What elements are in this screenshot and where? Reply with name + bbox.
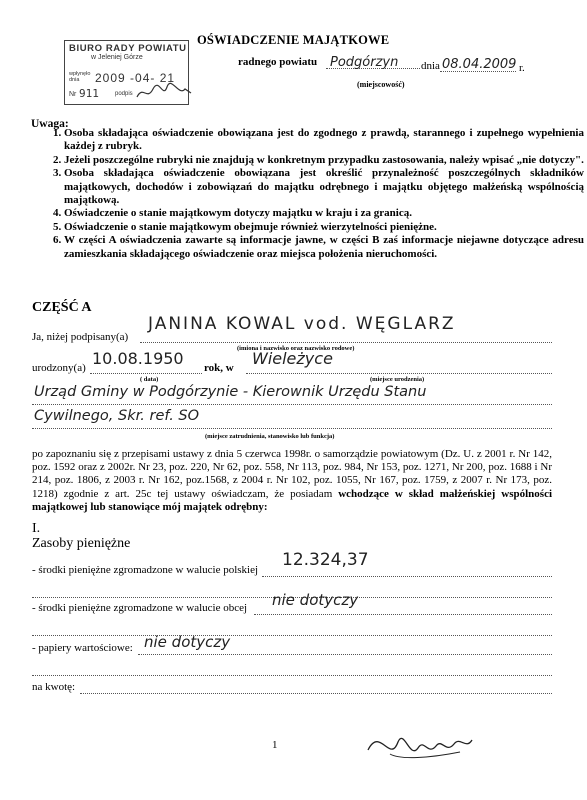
page-number: 1 (272, 739, 278, 751)
note-item: 3. Osoba składająca oświadczenie obowiązana jest określić przynależność poszczególnych składników majątkowych, dochodów i zobowiązań do majątku odrębnego i majątku objętego małżeńską wspólnością majątkową. (64, 167, 584, 207)
ja-label: Ja, niżej podpisany(a) (32, 331, 129, 343)
row-line-amount (80, 692, 552, 694)
row-line-pln (262, 575, 552, 577)
note-item: 6. W części A oświadczenia zawarte są informacje jawne, w części B zaś informacje niejawne dotyczące adresu zamieszkania składającego oświadczenie oraz miejsca położenia nieruchomości. (64, 234, 584, 261)
note-item: 2. Jeżeli poszczególne rubryki nie znajdują w konkretnym przypadku zastosowania, należy wpisać „nie dotyczy". (64, 154, 584, 167)
notes-title: Uwaga: (31, 118, 69, 130)
declaration-paragraph (32, 448, 552, 514)
section-title: Zasoby pieniężne (32, 536, 131, 551)
name-caption: (imiona i nazwisko oraz nazwisko rodowe) (237, 345, 355, 352)
stamp-nr-label: Nr (69, 91, 77, 98)
row-label-pln: - środki pieniężne zgromadzone w walucie polskiej (32, 564, 259, 576)
stamp-received-label: wpłynęło dnia (69, 71, 91, 83)
employment-caption: (miejsce zatrudnienia, stanowisko lub funkcja) (205, 433, 335, 440)
date-caption: ( data) (140, 376, 159, 383)
birth-place-caption: (miejsce urodzenia) (370, 376, 425, 383)
dnia-label: dnia (421, 60, 440, 72)
row-line-securities (138, 653, 552, 655)
registry-stamp (64, 40, 189, 105)
employment-handwritten-2: Cywilnego, Skr. ref. SO (34, 408, 200, 424)
stamp-date: 2009 -04- 21 (95, 71, 176, 85)
name-line (140, 341, 552, 343)
row-label-securities: - papiery wartościowe: (32, 642, 133, 654)
rok-label: rok, w (204, 362, 234, 374)
miejscowosc-caption: (miejscowość) (357, 80, 405, 89)
document-title: OŚWIADCZENIE MAJĄTKOWE (197, 33, 390, 47)
name-handwritten: JANINA KOWAL vod. WĘGLARZ (148, 314, 456, 334)
row-line-extra (32, 674, 552, 676)
row-line-foreign (254, 613, 552, 615)
notes-list (28, 127, 584, 261)
r-label: r. (519, 62, 525, 74)
row-line-extra (32, 634, 552, 636)
born-label: urodzony(a) (32, 362, 86, 374)
note-item: 4. Oświadczenie o stanie majątkowym dotyczy majątku w kraju i za granicą. (64, 207, 584, 220)
row-value-foreign: nie dotyczy (272, 591, 359, 609)
part-a-heading: CZĘŚĆ A (32, 300, 92, 315)
note-item: 5. Oświadczenie o stanie majątkowym obejmuje również wierzytelności pieniężne. (64, 221, 584, 234)
declaration-bold-text: wchodzące w skład małżeńskiej wspólności majątkowej lub stanowiące mój majątek odrębny: (32, 487, 553, 513)
birth-date-line (90, 372, 202, 374)
note-item: 1. Osoba składająca oświadczenie obowiązana jest do zgodnego z prawdą, starannego i zupełnego wypełnienia każdej z rubryk. (64, 127, 584, 154)
stamp-location: w Jeleniej Górze (91, 54, 143, 61)
birth-place-line (246, 372, 552, 374)
row-label-amount: na kwotę: (32, 681, 76, 693)
declaration-text: po zapoznaniu się z przepisami ustawy z dnia 5 czerwca 1998r. o samorządzie powiatowym (Dz. U. z 2001 r. Nr 142, poz. 1592 oraz z 2002r. Nr 23, poz. 220, Nr 62, poz. 558, Nr 113, poz. 984, Nr 153, poz. 1271, Nr 200, poz. 1688 i Nr 214, poz. 1806, z 2003 r. Nr 162, poz.1568, z 2004 r. Nr 102, poz. 1055, Nr 167, poz. 1759, z 2007 r. Nr 173, poz. 1218) zgodnie z art. 25c tej ustawy oświadczam, że posiadam (32, 448, 552, 500)
birth-place-handwritten: Wieleżyce (252, 349, 333, 368)
employment-line-2 (32, 427, 552, 429)
section-numeral: I. (32, 521, 41, 536)
birth-date-handwritten: 10.08.1950 (92, 349, 184, 368)
stamp-signature-scribble-icon (135, 81, 193, 103)
row-value-securities: nie dotyczy (144, 633, 231, 651)
stamp-signature-label: podpis (115, 91, 133, 97)
signature-icon (360, 720, 480, 770)
employment-handwritten-1: Urząd Gminy w Podgórzynie - Kierownik Urzędu Stanu (34, 384, 427, 400)
place-handwritten: Podgórzyn (330, 55, 399, 70)
stamp-name: BIURO RADY POWIATU (69, 43, 187, 54)
stamp-nr-value: 911 (79, 87, 99, 100)
date-handwritten: 08.04.2009 (442, 57, 517, 72)
row-label-foreign: - środki pieniężne zgromadzone w walucie obcej (32, 602, 248, 614)
row-value-pln: 12.324,37 (282, 550, 369, 570)
employment-line-1 (32, 403, 552, 405)
subtitle: radnego powiatu (238, 56, 318, 68)
